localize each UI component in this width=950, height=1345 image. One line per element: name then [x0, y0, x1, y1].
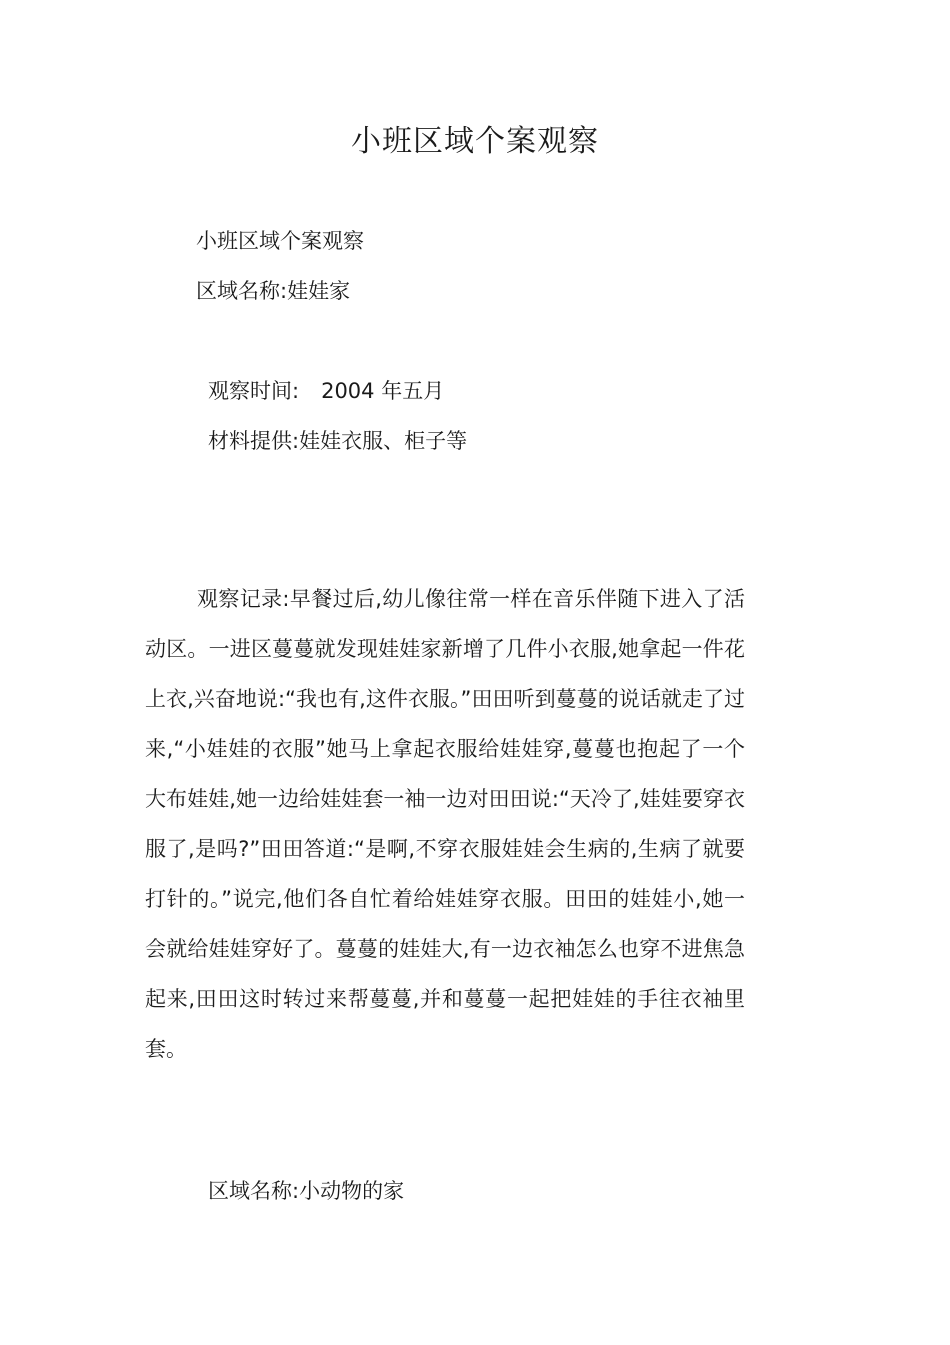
observation-record-text: 早餐过后,幼儿像往常一样在音乐伴随下进入了活动区。一进区蔓蔓就发现娃娃家新增了几件小衣服,她拿起一件花上衣,兴奋地说:“我也有,这件衣服。”田田听到蔓蔓的说话就走了过来,“小娃娃的衣服”她马上拿起衣服给娃娃穿,蔓蔓也抱起了一个大布娃娃,她一边给娃娃套一袖一边对田田说:“天冷了,娃娃要穿衣服了,是吗?”田田答道:“是啊,不穿衣服娃娃会生病的,生病了就要打针的。”说完,他们各自忙着给娃娃穿衣服。田田的娃娃小,她一会就给娃娃穿好了。蔓蔓的娃娃大,有一边衣袖怎么也穿不进焦急起来,田田这时转过来帮蔓蔓,并和蔓蔓一起把娃娃的手往衣袖里套。 — [145, 587, 745, 1061]
area-name-line-2 — [208, 1176, 404, 1206]
area-name-label-2: 区域名称: — [208, 1179, 300, 1203]
area-name-value-2: 小动物的家 — [299, 1179, 405, 1203]
observation-record-paragraph — [145, 574, 745, 1074]
materials-value: 娃娃衣服、柜子等 — [299, 429, 468, 453]
observation-time-value: 2004 年五月 — [321, 379, 445, 403]
observation-time-line — [208, 376, 444, 406]
observation-time-label: 观察时间: — [208, 379, 300, 403]
area-name-label-1: 区域名称: — [196, 279, 288, 303]
materials-label: 材料提供: — [208, 429, 300, 453]
document-title: 小班区域个案观察 — [351, 124, 599, 159]
observation-record-label: 观察记录: — [197, 587, 290, 611]
materials-line — [208, 426, 467, 456]
area-name-line-1 — [196, 276, 350, 306]
area-name-value-1: 娃娃家 — [287, 279, 351, 303]
document-subtitle: 小班区域个案观察 — [196, 229, 364, 253]
